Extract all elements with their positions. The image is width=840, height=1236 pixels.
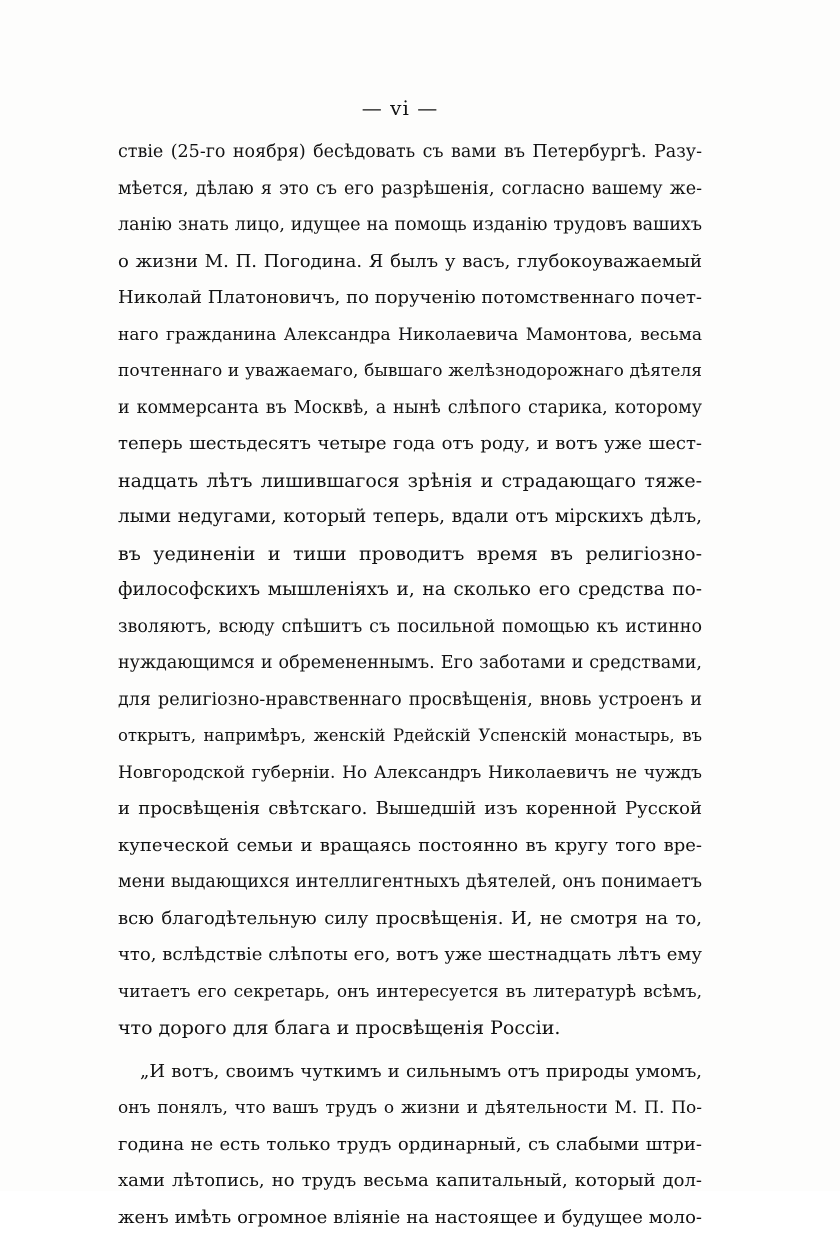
text-line: въ уединеніи и тиши проводитъ время въ религіозно-: [118, 536, 702, 573]
text-line: почтеннаго и уважаемаго, бывшаго желѣзнодорожнаго дѣятеля: [118, 353, 702, 390]
text-line: година не есть только трудъ ординарный, съ слабыми штри-: [118, 1127, 702, 1164]
text-line: хами лѣтопись, но трудъ весьма капитальный, который дол-: [118, 1163, 702, 1200]
text-line: онъ понялъ, что вашъ трудъ о жизни и дѣятельности М. П. По-: [118, 1090, 702, 1127]
text-line: нуждающимся и обремененнымъ. Его заботами и средствами,: [118, 645, 702, 682]
text-line: читаетъ его секретарь, онъ интересуется въ литературѣ всѣмъ,: [118, 974, 702, 1011]
text-line: открытъ, напримѣръ, женскій Рдейскій Успенскій монастырь, въ: [118, 718, 702, 755]
text-line: о жизни М. П. Погодина. Я былъ у васъ, глубокоуважаемый: [118, 244, 702, 281]
text-line: мѣется, дѣлаю я это съ его разрѣшенія, согласно вашему же-: [118, 171, 702, 208]
text-line: философскихъ мышленіяхъ и, на сколько его средства по-: [118, 572, 702, 609]
text-line: что дорого для блага и просвѣщенія Россіи.: [118, 1010, 702, 1047]
text-line: женъ имѣть огромное вліяніе на настоящее и будущее моло-: [118, 1200, 702, 1236]
text-line: и просвѣщенія свѣтскаго. Вышедшій изъ коренной Русской: [118, 791, 702, 828]
text-line: и коммерсанта въ Москвѣ, а нынѣ слѣпого старика, которому: [118, 390, 702, 427]
text-line: для религіозно-нравственнаго просвѣщенія, вновь устроенъ и: [118, 682, 702, 719]
text-line: всю благодѣтельную силу просвѣщенія. И, не смотря на то,: [118, 901, 702, 938]
text-line: теперь шестьдесятъ четыре года отъ роду, и вотъ уже шест-: [118, 426, 702, 463]
text-line: надцать лѣтъ лишившагося зрѣнія и страдающаго тяже-: [118, 463, 702, 500]
text-line: мени выдающихся интеллигентныхъ дѣятелей, онъ понимаетъ: [118, 864, 702, 901]
text-line: зволяютъ, всюду спѣшитъ съ посильной помощью къ истинно: [118, 609, 702, 646]
text-line: Новгородской губерніи. Но Александръ Николаевичъ не чуждъ: [118, 755, 702, 792]
paragraph-2: [118, 1054, 702, 1236]
text-line: ствіе (25-го ноября) бесѣдовать съ вами въ Петербургѣ. Разу-: [118, 134, 702, 171]
text-line: „И вотъ, своимъ чуткимъ и сильнымъ отъ природы умомъ,: [118, 1054, 702, 1091]
text-line: Николай Платоновичъ, по порученію потомственнаго почет-: [118, 280, 702, 317]
text-line: наго гражданина Александра Николаевича Мамонтова, весьма: [118, 317, 702, 354]
body-text: [118, 134, 702, 1236]
text-line: лыми недугами, который теперь, вдали отъ мірскихъ дѣлъ,: [118, 499, 702, 536]
text-line: купеческой семьи и вращаясь постоянно въ кругу того вре-: [118, 828, 702, 865]
paragraph-1: [118, 134, 702, 1047]
text-line: ланію знать лицо, идущее на помощь изданію трудовъ вашихъ: [118, 207, 702, 244]
page-number: — vi —: [0, 96, 800, 120]
text-line: что, вслѣдствіе слѣпоты его, вотъ уже шестнадцать лѣтъ ему: [118, 937, 702, 974]
